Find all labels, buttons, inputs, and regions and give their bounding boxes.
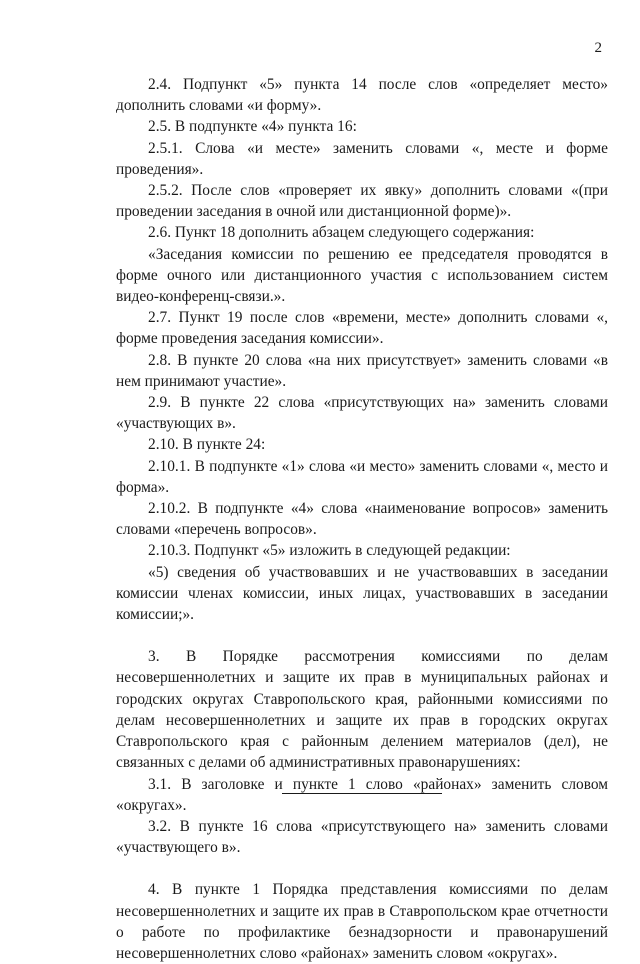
document-body xyxy=(116,74,608,964)
paragraph-2-8: 2.8. В пункте 20 слова «на них присутствует» заменить словами «в нем принимают участие». xyxy=(116,351,608,390)
paragraph-2-5-1: 2.5.1. Слова «и месте» заменить словами «, месте и форме проведения». xyxy=(116,139,608,178)
paragraph-4: 4. В пункте 1 Порядка представления комиссиями по делам несовершеннолетних и защите их прав в Ставропольском крае отчетности о работе по профилактике безнадзорности и правонарушений несовершеннолетних слово «районах» заменить словом «округах». xyxy=(116,881,608,962)
paragraph-2-9: 2.9. В пункте 22 слова «присутствующих на» заменить словами «участвующих в». xyxy=(116,394,608,433)
paragraph-3-1: 3.1. В заголовке и пункте 1 слово «районах» заменить словом «округах». xyxy=(116,775,608,814)
paragraph-2-10: 2.10. В пункте 24: xyxy=(148,436,266,454)
paragraph-3-2: 3.2. В пункте 16 слова «присутствующего на» заменить словами «участвующего в». xyxy=(116,817,608,857)
paragraph-2-4: 2.4. Подпункт «5» пункта 14 после слов «определяет место» дополнить словами «и форму». xyxy=(116,76,608,115)
paragraph-2-5-2: 2.5.2. После слов «проверяет их явку» дополнить словами «(при проведении заседания в очной или дистанционной форме)». xyxy=(116,182,608,221)
paragraph-2-10-3: 2.10.3. Подпункт «5» изложить в следующей редакции: xyxy=(148,542,511,560)
paragraph-2-6: 2.6. Пункт 18 дополнить абзацем следующего содержания: xyxy=(148,224,535,242)
page-number: 2 xyxy=(594,40,602,56)
paragraph-quote-item-5: «5) сведения об участвовавших и не участвовавших в заседании комиссии членах комиссии, иных лицах, участвовавших в заседании комиссии;». xyxy=(116,563,608,624)
paragraph-quote-sessions: «Заседания комиссии по решению ее председателя проводятся в форме очного или дистанционного участия с использованием систем видео-конференц-связи.». xyxy=(116,245,608,306)
paragraph-2-5: 2.5. В подпункте «4» пункта 16: xyxy=(148,118,357,136)
paragraph-2-10-1: 2.10.1. В подпункте «1» слова «и место» заменить словами «, место и форма». xyxy=(116,457,608,496)
paragraph-3: 3. В Порядке рассмотрения комиссиями по делам несовершеннолетних и защите их прав в муниципальных районах и городских округах Ставропольского края, районными комиссиями по делам несовершеннолетних и защите их прав в городских округах Ставропольского края с районным делением материалов (дел), не связанных с делами об административных правонарушениях: xyxy=(116,648,608,772)
paragraph-2-10-2: 2.10.2. В подпункте «4» слова «наименование вопросов» заменить словами «перечень вопросов». xyxy=(116,500,608,539)
closing-rule xyxy=(282,793,442,794)
paragraph-2-7: 2.7. Пункт 19 после слов «времени, месте» дополнить словами «, форме проведения заседания комиссии». xyxy=(116,309,608,348)
